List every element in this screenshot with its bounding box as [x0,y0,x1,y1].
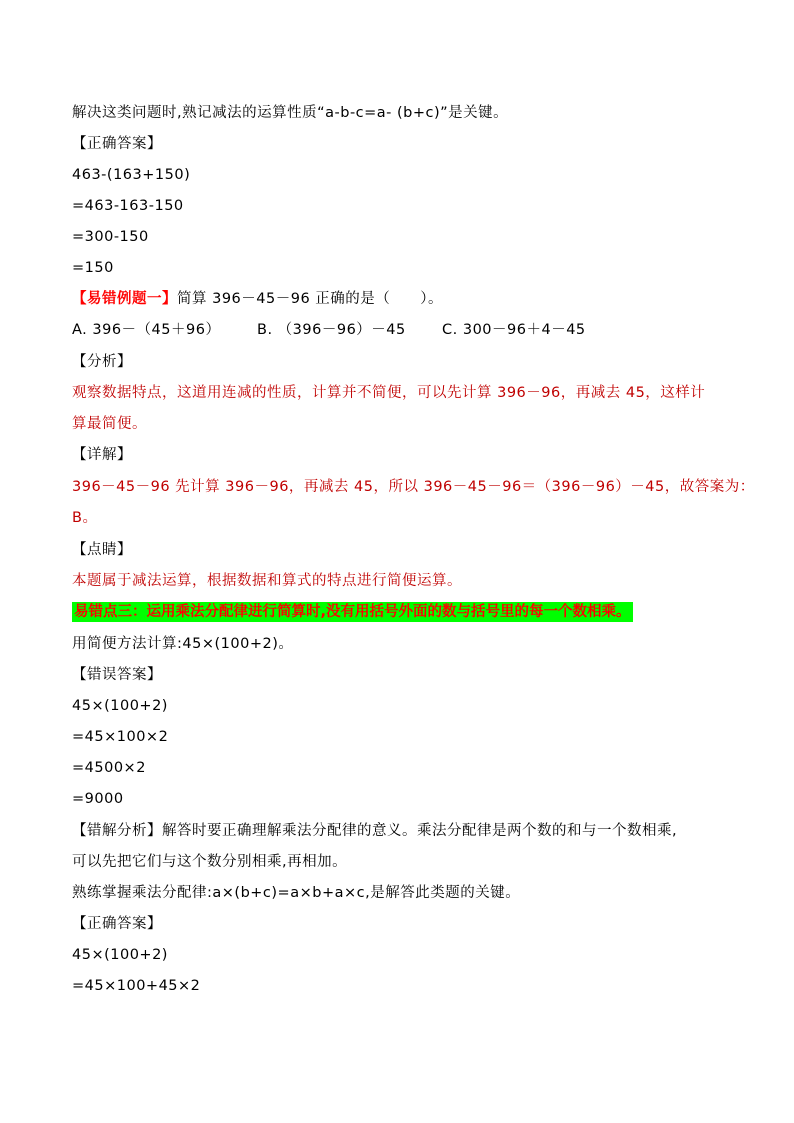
text-line: 解决这类问题时,熟记减法的运算性质“a-b-c=a- (b+c)”是关键。 [72,105,509,121]
remark-text: 本题属于减法运算，根据数据和算式的特点进行简便运算。 [72,573,462,589]
math-line: =45×100+45×2 [72,978,201,994]
explanation-text: 396－45－96 先计算 396－96，再减去 45，所以 396－45－96＝（396－96）－45，故答案为： [72,479,755,495]
error-analysis-text: 【错解分析】解答时要正确理解乘法分配律的意义。乘法分配律是两个数的和与一个数相乘, [72,823,678,839]
choices-row [72,320,732,340]
math-line: 463-(163+150) [72,167,191,183]
math-line: =9000 [72,791,124,807]
choice-c: C. 300－96＋4－45 [442,322,586,338]
analysis-heading: 【分析】 [72,354,132,370]
highlighted-error-point: 易错点三：运用乘法分配律进行简算时,没有用括号外面的数与括号里的每一个数相乘。 [74,604,631,620]
question-text: 简算 396－45－96 正确的是（ ）。 [177,291,444,307]
correct-answer-heading: 【正确答案】 [72,916,162,932]
choice-a: A. 396－（45＋96） [72,322,221,338]
math-line: 45×(100+2) [72,947,168,963]
example-tag: 【易错例题一】 [72,291,177,307]
analysis-text: 观察数据特点，这道用连减的性质，计算并不简便，可以先计算 396－96，再减去 45，这样计 [72,385,706,401]
choice-b: B. （396－96）－45 [257,322,406,338]
math-line: 45×(100+2) [72,698,168,714]
math-line: =4500×2 [72,760,146,776]
error-analysis-text: 可以先把它们与这个数分别相乘,再相加。 [72,854,348,870]
explanation-text: B。 [72,510,98,526]
math-line: =463-163-150 [72,198,184,214]
analysis-text: 算最简便。 [72,416,147,432]
math-line: =45×100×2 [72,729,169,745]
explanation-heading: 【详解】 [72,447,132,463]
math-line: =150 [72,260,114,276]
text-line: 用简便方法计算:45×(100+2)。 [72,636,294,652]
remark-heading: 【点睛】 [72,542,132,558]
wrong-answer-heading: 【错误答案】 [72,667,162,683]
math-line: =300-150 [72,229,149,245]
example-question [72,289,732,309]
text-line: 熟练掌握乘法分配律:a×(b+c)=a×b+a×c,是解答此类题的关键。 [72,885,521,901]
correct-answer-heading: 【正确答案】 [72,136,162,152]
